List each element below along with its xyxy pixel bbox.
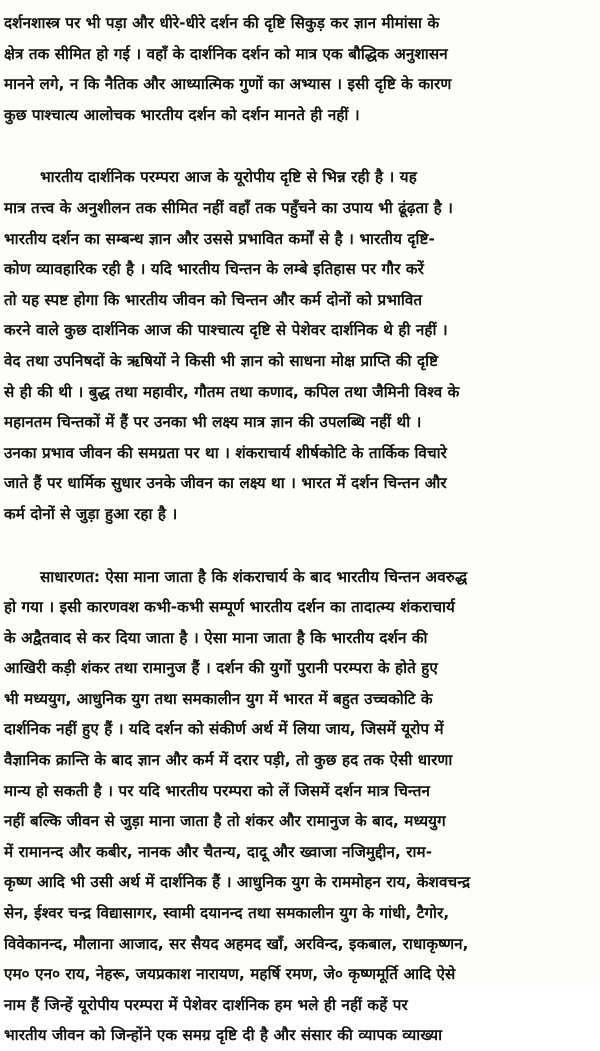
text-line: वेद तथा उपनिषदों के ऋषियों ने किसी भी ज्ञान को साधना मोक्ष प्राप्ति की दृष्टि	[4, 346, 596, 377]
text-line: साधारणत: ऐसा माना जाता है कि शंकराचार्य के बाद भारतीय चिन्तन अवरुद्ध	[4, 562, 596, 593]
document-body	[4, 8, 596, 1051]
paragraph-3	[4, 562, 596, 1051]
text-line: कोण व्यावहारिक रही है । यदि भारतीय चिन्तन के लम्बे इतिहास पर गौर करें	[4, 254, 596, 285]
text-line: में रामानन्द और कबीर, नानक और चैतन्य, दादू और ख्वाजा नजिमुद्दीन, राम-	[4, 837, 596, 868]
paragraph-1	[4, 8, 596, 130]
text-line: दार्शनिक नहीं हुए हैं । यदि दर्शन को संकीर्ण अर्थ में लिया जाय, जिसमें यूरोप में	[4, 714, 596, 745]
text-line: आखिरी कड़ी शंकर तथा रामानुज हैं । दर्शन की युगों पुरानी परम्परा के होते हुए	[4, 653, 596, 684]
text-line: नहीं बल्कि जीवन से जुड़ा माना जाता है तो शंकर और रामानुज के बाद, मध्ययुग	[4, 806, 596, 837]
text-line: कुछ पाश्चात्य आलोचक भारतीय दर्शन को दर्शन मानते ही नहीं ।	[4, 100, 596, 131]
text-line: दर्शनशास्त्र पर भी पड़ा और धीरे-धीरे दर्शन की दृष्टि सिकुड़ कर ज्ञान मीमांसा के	[4, 8, 596, 39]
text-line: नाम हैं जिन्हें यूरोपीय परम्परा में पेशेवर दार्शनिक हम भले ही नहीं कहें पर	[4, 990, 596, 1021]
text-line: महानतम चिन्तकों में हैं पर उनका भी लक्ष्य मात्र ज्ञान की उपलब्धि नहीं थी ।	[4, 407, 596, 438]
text-line: मानने लगे, न कि नैतिक और आध्यात्मिक गुणों का अभ्यास । इसी दृष्टि के कारण	[4, 69, 596, 100]
text-line: भारतीय जीवन को जिन्होंने एक समग्र दृष्टि दी है और संसार की व्यापक व्याख्या	[4, 1020, 596, 1051]
text-line: एम० एन० राय, नेहरू, जयप्रकाश नारायण, महर्षि रमण, जे० कृष्णमूर्ति आदि ऐसे	[4, 959, 596, 990]
text-line: भारतीय दार्शनिक परम्परा आज के यूरोपीय दृष्टि से भिन्न रही है । यह	[4, 162, 596, 193]
text-line: भारतीय दर्शन का सम्बन्ध ज्ञान और उससे प्रभावित कर्मों से है । भारतीय दृष्टि-	[4, 224, 596, 255]
text-line: वैज्ञानिक क्रान्ति के बाद ज्ञान और कर्म में दरार पड़ी, तो कुछ हद तक ऐसी धारणा	[4, 745, 596, 776]
text-line: जाते हैं पर धार्मिक सुधार उनके जीवन का लक्ष्य था । भारत में दर्शन चिन्तन और	[4, 468, 596, 499]
text-line: कर्म दोनों से जुड़ा हुआ रहा है ।	[4, 499, 596, 530]
text-line: तो यह स्पष्ट होगा कि भारतीय जीवन को चिन्तन और कर्म दोनों को प्रभावित	[4, 285, 596, 316]
text-line: के अद्वैतवाद से कर दिया जाता है । ऐसा माना जाता है कि भारतीय दर्शन की	[4, 623, 596, 654]
text-line: हो गया । इसी कारणवश कभी-कभी सम्पूर्ण भारतीय दर्शन का तादात्म्य शंकराचार्य	[4, 592, 596, 623]
text-line: से ही की थी । बुद्ध तथा महावीर, गौतम तथा कणाद, कपिल तथा जैमिनी विश्व के	[4, 377, 596, 408]
text-line: सेन, ईश्वर चन्द्र विद्यासागर, स्वामी दयानन्द तथा समकालीन युग के गांधी, टैगोर,	[4, 898, 596, 929]
paragraph-gap	[4, 130, 596, 162]
text-line: क्षेत्र तक सीमित हो गई । वहाँ के दार्शनिक दर्शन को मात्र एक बौद्धिक अनुशासन	[4, 39, 596, 70]
text-line: विवेकानन्द, मौलाना आजाद, सर सैयद अहमद खाँ, अरविन्द, इकबाल, राधाकृष्णन,	[4, 929, 596, 960]
text-line: भी मध्ययुग, आधुनिक युग तथा समकालीन युग में भारत में बहुत उच्चकोटि के	[4, 684, 596, 715]
text-line: उनका प्रभाव जीवन की समग्रता पर था । शंकराचार्य शीर्षकोटि के तार्किक विचारे	[4, 438, 596, 469]
paragraph-gap	[4, 530, 596, 562]
text-line: कृष्ण आदि भी उसी अर्थ में दार्शनिक हैं । आधुनिक युग के राममोहन राय, केशवचन्द्र	[4, 867, 596, 898]
text-line: मान्य हो सकती है । पर यदि भारतीय परम्परा को लें जिसमें दर्शन मात्र चिन्तन	[4, 776, 596, 807]
paragraph-2	[4, 162, 596, 529]
text-line: मात्र तत्त्व के अनुशीलन तक सीमित नहीं वहाँ तक पहुँचने का उपाय भी ढूंढ़ता है ।	[4, 193, 596, 224]
text-line: करने वाले कुछ दार्शनिक आज की पाश्चात्य दृष्टि से पेशेवर दार्शनिक थे ही नहीं ।	[4, 315, 596, 346]
